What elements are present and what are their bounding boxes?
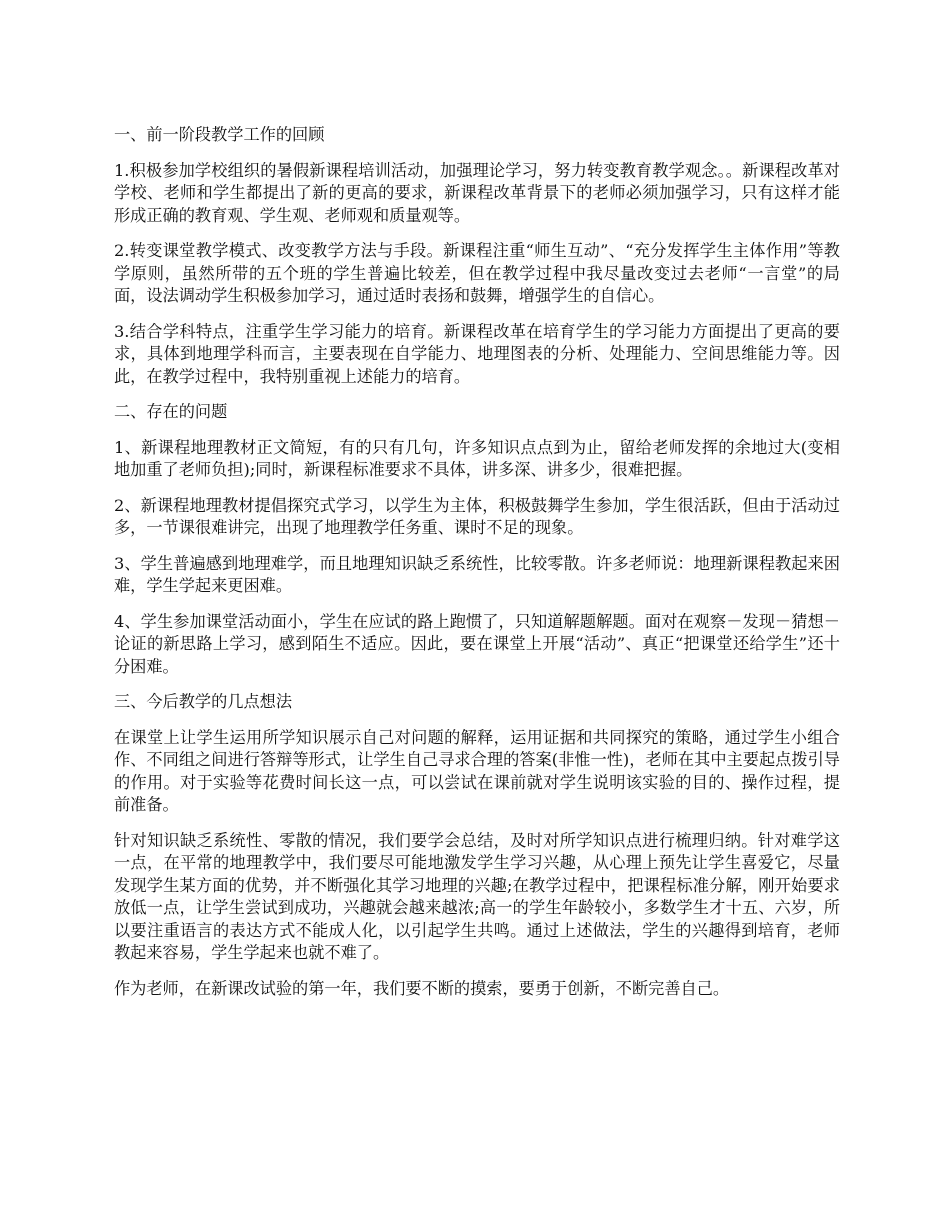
paragraph: 作为老师，在新课改试验的第一年，我们要不断的摸索，要勇于创新，不断完善自己。 (114, 978, 730, 998)
section-review (114, 124, 840, 388)
paragraph: 4、学生参加课堂活动面小，学生在应试的路上跑惯了，只知道解题解题。面对在观察－发现－猜想－论证的新思路上学习，感到陌生不适应。因此，要在课堂上开展“活动”、真正“把课堂还给学生”还十分困难。 (114, 611, 840, 676)
section-heading: 二、存在的问题 (114, 402, 228, 421)
paragraph: 3.结合学科特点，注重学生学习能力的培育。新课程改革在培育学生的学习能力方面提出了更高的要求，具体到地理学科而言，主要表现在自学能力、地理图表的分析、处理能力、空间思维能力等。因此，在教学过程中，我特别重视上述能力的培育。 (114, 321, 840, 386)
document-page (114, 124, 840, 1013)
paragraph: 在课堂上让学生运用所学知识展示自己对问题的解释，运用证据和共同探究的策略，通过学生小组合作、不同组之间进行答辩等形式，让学生自己寻求合理的答案(非惟一性)，老师在其中主要起点拨引导的作用。对于实验等花费时间长这一点，可以尝试在课前就对学生说明该实验的目的、操作过程，提前准备。 (114, 727, 840, 814)
paragraph: 2、新课程地理教材提倡探究式学习，以学生为主体，积极鼓舞学生参加，学生很活跃，但由于活动过多，一节课很难讲完，出现了地理教学任务重、课时不足的现象。 (114, 495, 840, 537)
paragraph: 针对知识缺乏系统性、零散的情况，我们要学会总结，及时对所学知识点进行梳理归纳。针对难学这一点，在平常的地理教学中，我们要尽可能地激发学生学习兴趣，从心理上预先让学生喜爱它，尽量发现学生某方面的优势，并不断强化其学习地理的兴趣;在教学过程中，把课程标准分解，刚开始要求放低一点，让学生尝试到成功，兴趣就会越来越浓;高一的学生年龄较小，多数学生才十五、六岁，所以要注重语言的表达方式不能成人化，以引起学生共鸣。通过上述做法，学生的兴趣得到培育，老师教起来容易，学生学起来也就不难了。 (114, 830, 840, 962)
section-heading: 一、前一阶段教学工作的回顾 (114, 125, 325, 144)
paragraph: 2.转变课堂教学模式、改变教学方法与手段。新课程注重“师生互动”、“充分发挥学生主体作用”等教学原则，虽然所带的五个班的学生普遍比较差，但在教学过程中我尽量改变过去老师“一言堂”的局面，设法调动学生积极参加学习，通过适时表扬和鼓舞，增强学生的自信心。 (114, 241, 840, 305)
section-heading: 三、今后教学的几点想法 (114, 692, 293, 711)
section-problems (114, 401, 840, 678)
section-future-ideas (114, 691, 840, 1000)
paragraph: 1.积极参加学校组织的暑假新课程培训活动，加强理论学习，努力转变教育教学观念。。新课程改革对学校、老师和学生都提出了新的更高的要求，新课程改革背景下的老师必须加强学习，只有这样才能形成正确的教育观、学生观、老师观和质量观等。 (114, 160, 840, 225)
paragraph: 3、学生普遍感到地理难学，而且地理知识缺乏系统性，比较零散。许多老师说：地理新课程教起来困难，学生学起来更困难。 (114, 553, 840, 595)
paragraph: 1、新课程地理教材正文简短，有的只有几句，许多知识点点到为止，留给老师发挥的余地过大(变相地加重了老师负担);同时，新课程标准要求不具体，讲多深、讲多少，很难把握。 (114, 437, 840, 479)
